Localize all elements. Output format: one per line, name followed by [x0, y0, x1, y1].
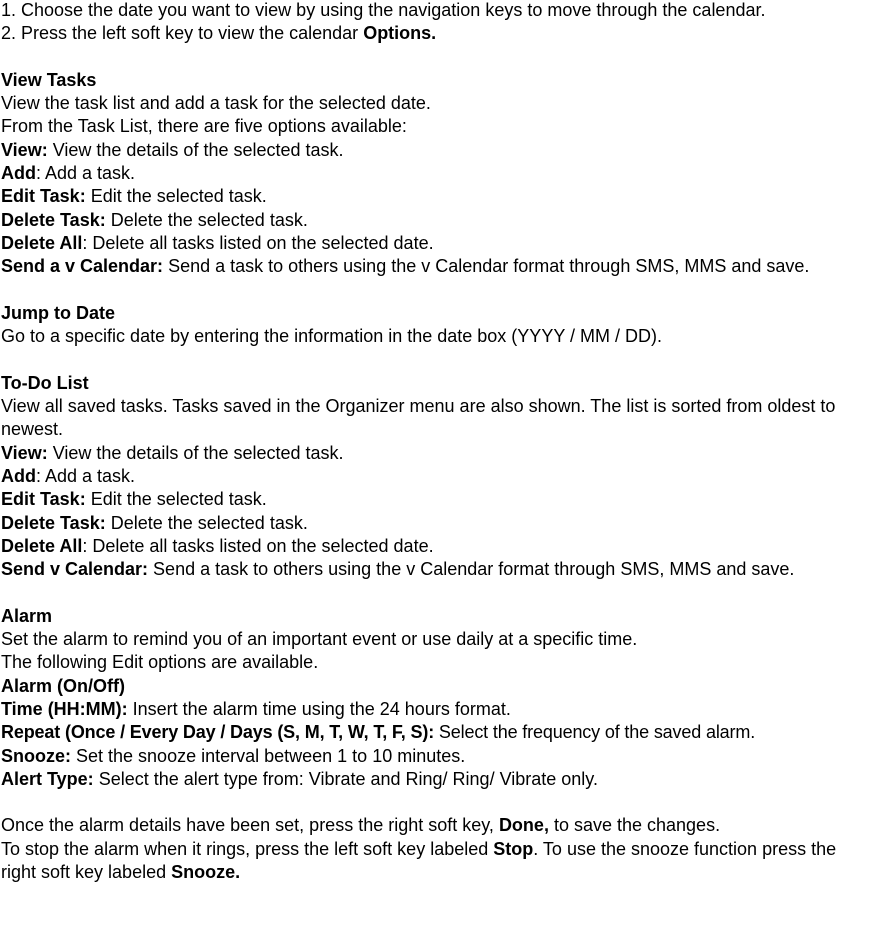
view-tasks-item-add: Add: Add a task.	[1, 163, 136, 184]
jump-to-date-heading: Jump to Date	[1, 302, 116, 323]
view-tasks-item-delete-all: Delete All: Delete all tasks listed on the selected date.	[1, 232, 434, 253]
view-tasks-desc-1: View the task list and add a task for the selected date.	[1, 93, 431, 114]
todo-list-heading: To-Do List	[1, 372, 89, 393]
intro-step-1: 1. Choose the date you want to view by using the navigation keys to move through the calendar.	[1, 0, 766, 20]
alarm-item-on-off: Alarm (On/Off)	[1, 675, 125, 696]
jump-to-date-desc: Go to a specific date by entering the information in the date box (YYYY / MM / DD).	[1, 326, 662, 347]
view-tasks-item-view: View: View the details of the selected task.	[1, 139, 344, 160]
alarm-item-snooze: Snooze: Set the snooze interval between 1 to 10 minutes.	[1, 745, 466, 766]
spacer	[1, 279, 871, 302]
view-tasks-heading: View Tasks	[1, 69, 97, 90]
todo-item-delete: Delete Task: Delete the selected task.	[1, 512, 308, 533]
todo-item-send: Send v Calendar: Send a task to others using the v Calendar format through SMS, MMS and save.	[1, 559, 795, 580]
alarm-heading: Alarm	[1, 605, 53, 626]
spacer	[1, 348, 871, 371]
alarm-item-repeat: Repeat (Once / Every Day / Days (S, M, T, W, T, F, S): Select the frequency of the saved alarm.	[1, 722, 756, 743]
closing-paragraph-1: Once the alarm details have been set, press the right soft key, Done, to save the changes.	[1, 815, 721, 836]
todo-item-view: View: View the details of the selected task.	[1, 442, 344, 463]
spacer	[1, 791, 871, 814]
view-tasks-item-edit: Edit Task: Edit the selected task.	[1, 186, 267, 207]
closing-paragraph-2: To stop the alarm when it rings, press the left soft key labeled Stop. To use the snooze function press the right soft key labeled Snooze.	[1, 838, 837, 882]
alarm-desc-1: Set the alarm to remind you of an important event or use daily at a specific time.	[1, 629, 638, 650]
todo-item-add: Add: Add a task.	[1, 465, 136, 486]
intro-step-2: 2. Press the left soft key to view the calendar Options.	[1, 23, 437, 44]
todo-item-edit: Edit Task: Edit the selected task.	[1, 489, 267, 510]
spacer	[1, 581, 871, 604]
view-tasks-desc-2: From the Task List, there are five options available:	[1, 116, 407, 137]
todo-list-desc: View all saved tasks. Tasks saved in the Organizer menu are also shown. The list is sorted from oldest to newest.	[1, 396, 836, 440]
view-tasks-item-delete: Delete Task: Delete the selected task.	[1, 209, 308, 230]
todo-item-delete-all: Delete All: Delete all tasks listed on the selected date.	[1, 535, 434, 556]
alarm-item-alert-type: Alert Type: Select the alert type from: Vibrate and Ring/ Ring/ Vibrate only.	[1, 768, 598, 789]
alarm-desc-2: The following Edit options are available.	[1, 652, 319, 673]
view-tasks-item-send: Send a v Calendar: Send a task to others using the v Calendar format through SMS, MMS and save.	[1, 256, 810, 277]
spacer	[1, 46, 871, 69]
alarm-item-time: Time (HH:MM): Insert the alarm time using the 24 hours format.	[1, 698, 511, 719]
